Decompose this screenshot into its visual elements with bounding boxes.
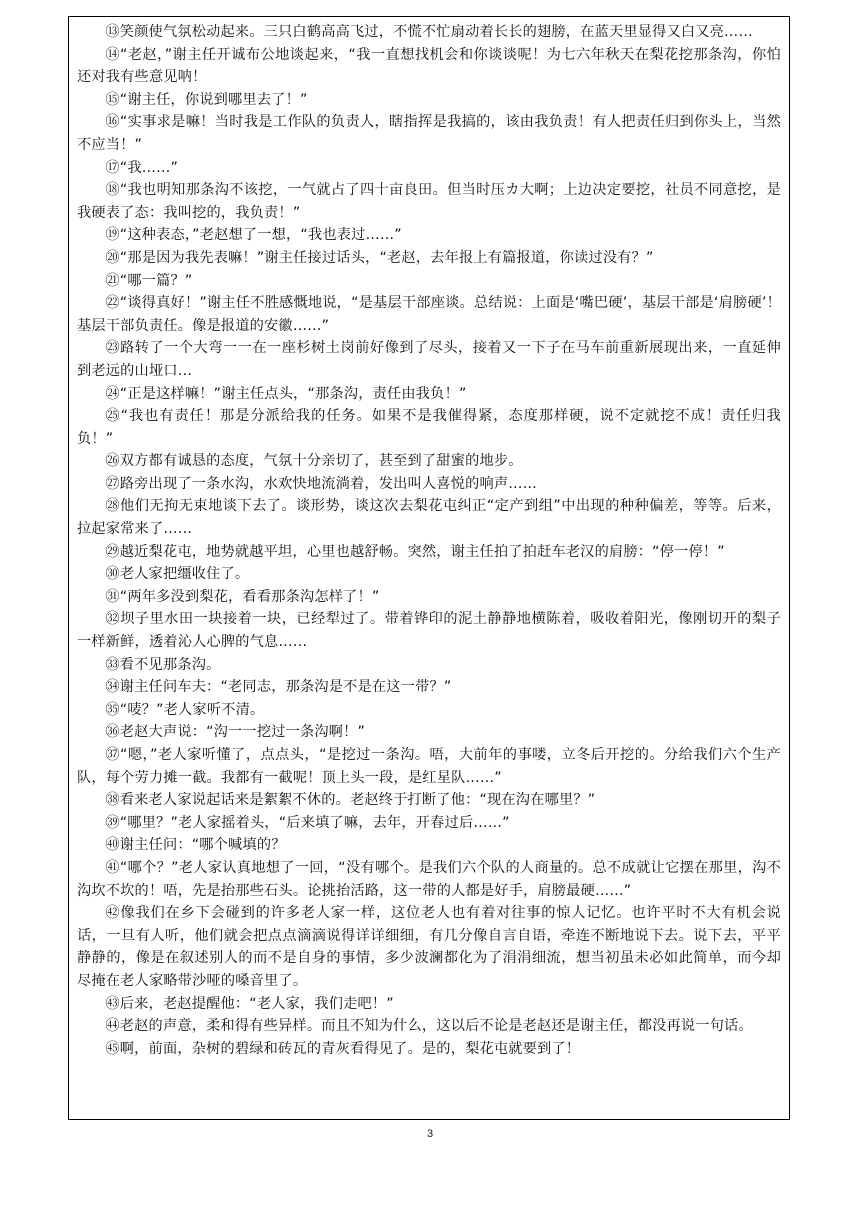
story-paragraphs (77, 21, 781, 1060)
paragraph: ⑯“实事求是嘛！当时我是工作队的负责人，瞎指挥是我搞的，该由我负责！有人把责任归到你头上，当然不应当！” (77, 114, 781, 153)
page-number: 3 (426, 1128, 434, 1140)
paragraph: ㊶“哪个？”老人家认真地想了一回，“没有哪个。是我们六个队的人商量的。总不成就让它摆在那里，沟不沟坎不坎的！唔，先是抬那些石头。论挑抬活路，这一带的人都是好手，肩膀最硬……” (77, 859, 781, 899)
text-table-frame (68, 16, 790, 1120)
paragraph: ⑱“我也明知那条沟不该挖，一气就占了四十亩良田。但当时压カ大啊；上边决定要挖，社员不同意挖，是我硬表了态：我叫挖的，我负责！” (77, 182, 781, 221)
paragraph: ⑰“我……” (105, 159, 179, 176)
paragraph: ㉑“哪一篇？” (105, 272, 193, 289)
paragraph: ⑮“谢主任，你说到哪里去了！” (105, 91, 308, 108)
paragraph: ㊱老赵大声说：“沟一一挖过一条沟啊！” (105, 724, 366, 741)
paragraph: ㉟“唛？”老人家听不清。 (105, 701, 265, 718)
paragraph: ㉙越近梨花屯，地势就越平坦，心里也越舒畅。突然，谢主任拍了拍赶车老汉的肩膀：“停一停！” (105, 543, 725, 560)
paragraph: ㊷像我们在乡下会碰到的许多老人家一样，这位老人也有着对往事的惊人记忆。也许平时不大有机会说话，一旦有人听，他们就会把点点滴滴说得详详细细，有几分像自言自语，牵连不断地说下去。说下去，平平静静的，像是在叙述别人的而不是自身的事情，多少波澜都化为了涓涓细流，想当初虽未必如此简单，而今却尽掩在老人家略带沙哑的嗓音里了。 (77, 905, 781, 989)
paragraph: ㉓路转了一个大弯一一在一座杉树土岗前好像到了尽头，接着又一下子在马车前重新展现出来，一直延伸到老远的山垭口… (77, 340, 781, 379)
paragraph: ⑲“这种表态，”老赵想了一想，“我也表过……” (105, 227, 402, 244)
paragraph: ㉚老人家把缰收住了。 (105, 566, 250, 583)
paragraph: ㊹老赵的声意，柔和得有些异样。而且不知为什么，这以后不论是老赵还是谢主任，都没再说一句话。 (105, 1018, 753, 1035)
paragraph: ㉔“正是这样嘛！”谢主任点头，“那条沟，责任由我负！” (105, 385, 467, 402)
paragraph: ㉗路旁出现了一条水沟，水欢快地流淌着，发出叫人喜悦的响声…… (105, 475, 538, 492)
paragraph: ㉝看不见那条沟。 (105, 656, 221, 673)
paragraph: ㊳看来老人家说起话来是絮絮不休的。老赵终于打断了他：“现在沟在哪里？” (105, 792, 596, 809)
paragraph: ㉜坝子里水田一块接着一块，已经犁过了。带着铧印的泥土静静地横陈着，吸收着阳光，像刚切开的梨子一样新鲜，透着沁人心脾的气息…… (77, 611, 781, 651)
paragraph: ㊲“嗯，”老人家听懂了，点点头，“是挖过一条沟。唔，大前年的事喽，立冬后开挖的。分给我们六个生产队，每个劳力摊一截。我都有一截呢！顶上头一段，是红星队……” (77, 747, 781, 786)
paragraph: ⑳“那是因为我先表嘛！”谢主任接过话头，“老赵，去年报上有篇报道，你读过没有？” (105, 249, 654, 266)
paragraph: ㉘他们无拘无束地谈下去了。谈形势，谈这次去梨花屯纠正“定产到组”中出现的种种偏差，等等。后来，拉起家常来了…… (77, 498, 781, 538)
paragraph: ㉞谢主任问车夫：“老同志，那条沟是不是在这一带？” (105, 679, 452, 696)
paragraph: ㉛“两年多没到梨花，看看那条沟怎样了！” (105, 588, 380, 605)
paragraph: ㊸后来，老赵提醒他：“老人家，我们走吧！” (105, 995, 394, 1012)
paragraph: ㉖双方都有诚恳的态度，气氛十分亲切了，甚至到了甜蜜的地步。 (105, 453, 523, 470)
paragraph: ㉕“我也有责任！那是分派给我的任务。如果不是我催得紧，态度那样硬，说不定就挖不成！责任归我负！” (77, 408, 781, 447)
paragraph: ㉒“谈得真好！”谢主任不胜感慨地说，“是基层干部座谈。总结说：上面是‘嘴巴硬’，基层干部是‘肩膀硬’！基层干部负责任。像是报道的安徽……” (77, 295, 781, 334)
paragraph: ⑬笑颜使气氛松动起来。三只白鹤高高飞过，不慌不忙扇动着长长的翅膀，在蓝天里显得又白又亮…… (105, 24, 753, 40)
paragraph: ㊴“哪里？”老人家摇着头，“后来填了嘛，去年，开春过后……” (105, 814, 510, 831)
paragraph: ㊵谢主任问：“哪个喊填的？ (105, 837, 286, 854)
paragraph: ⑭“老赵，”谢主任开诚布公地谈起来，“我一直想找机会和你谈谈呢！为七六年秋天在梨花挖那条沟，你怕还对我有些意见呐！ (77, 46, 781, 86)
paragraph: ㊺啊，前面，杂树的碧绿和砖瓦的青灰看得见了。是的，梨花屯就要到了！ (105, 1040, 581, 1057)
